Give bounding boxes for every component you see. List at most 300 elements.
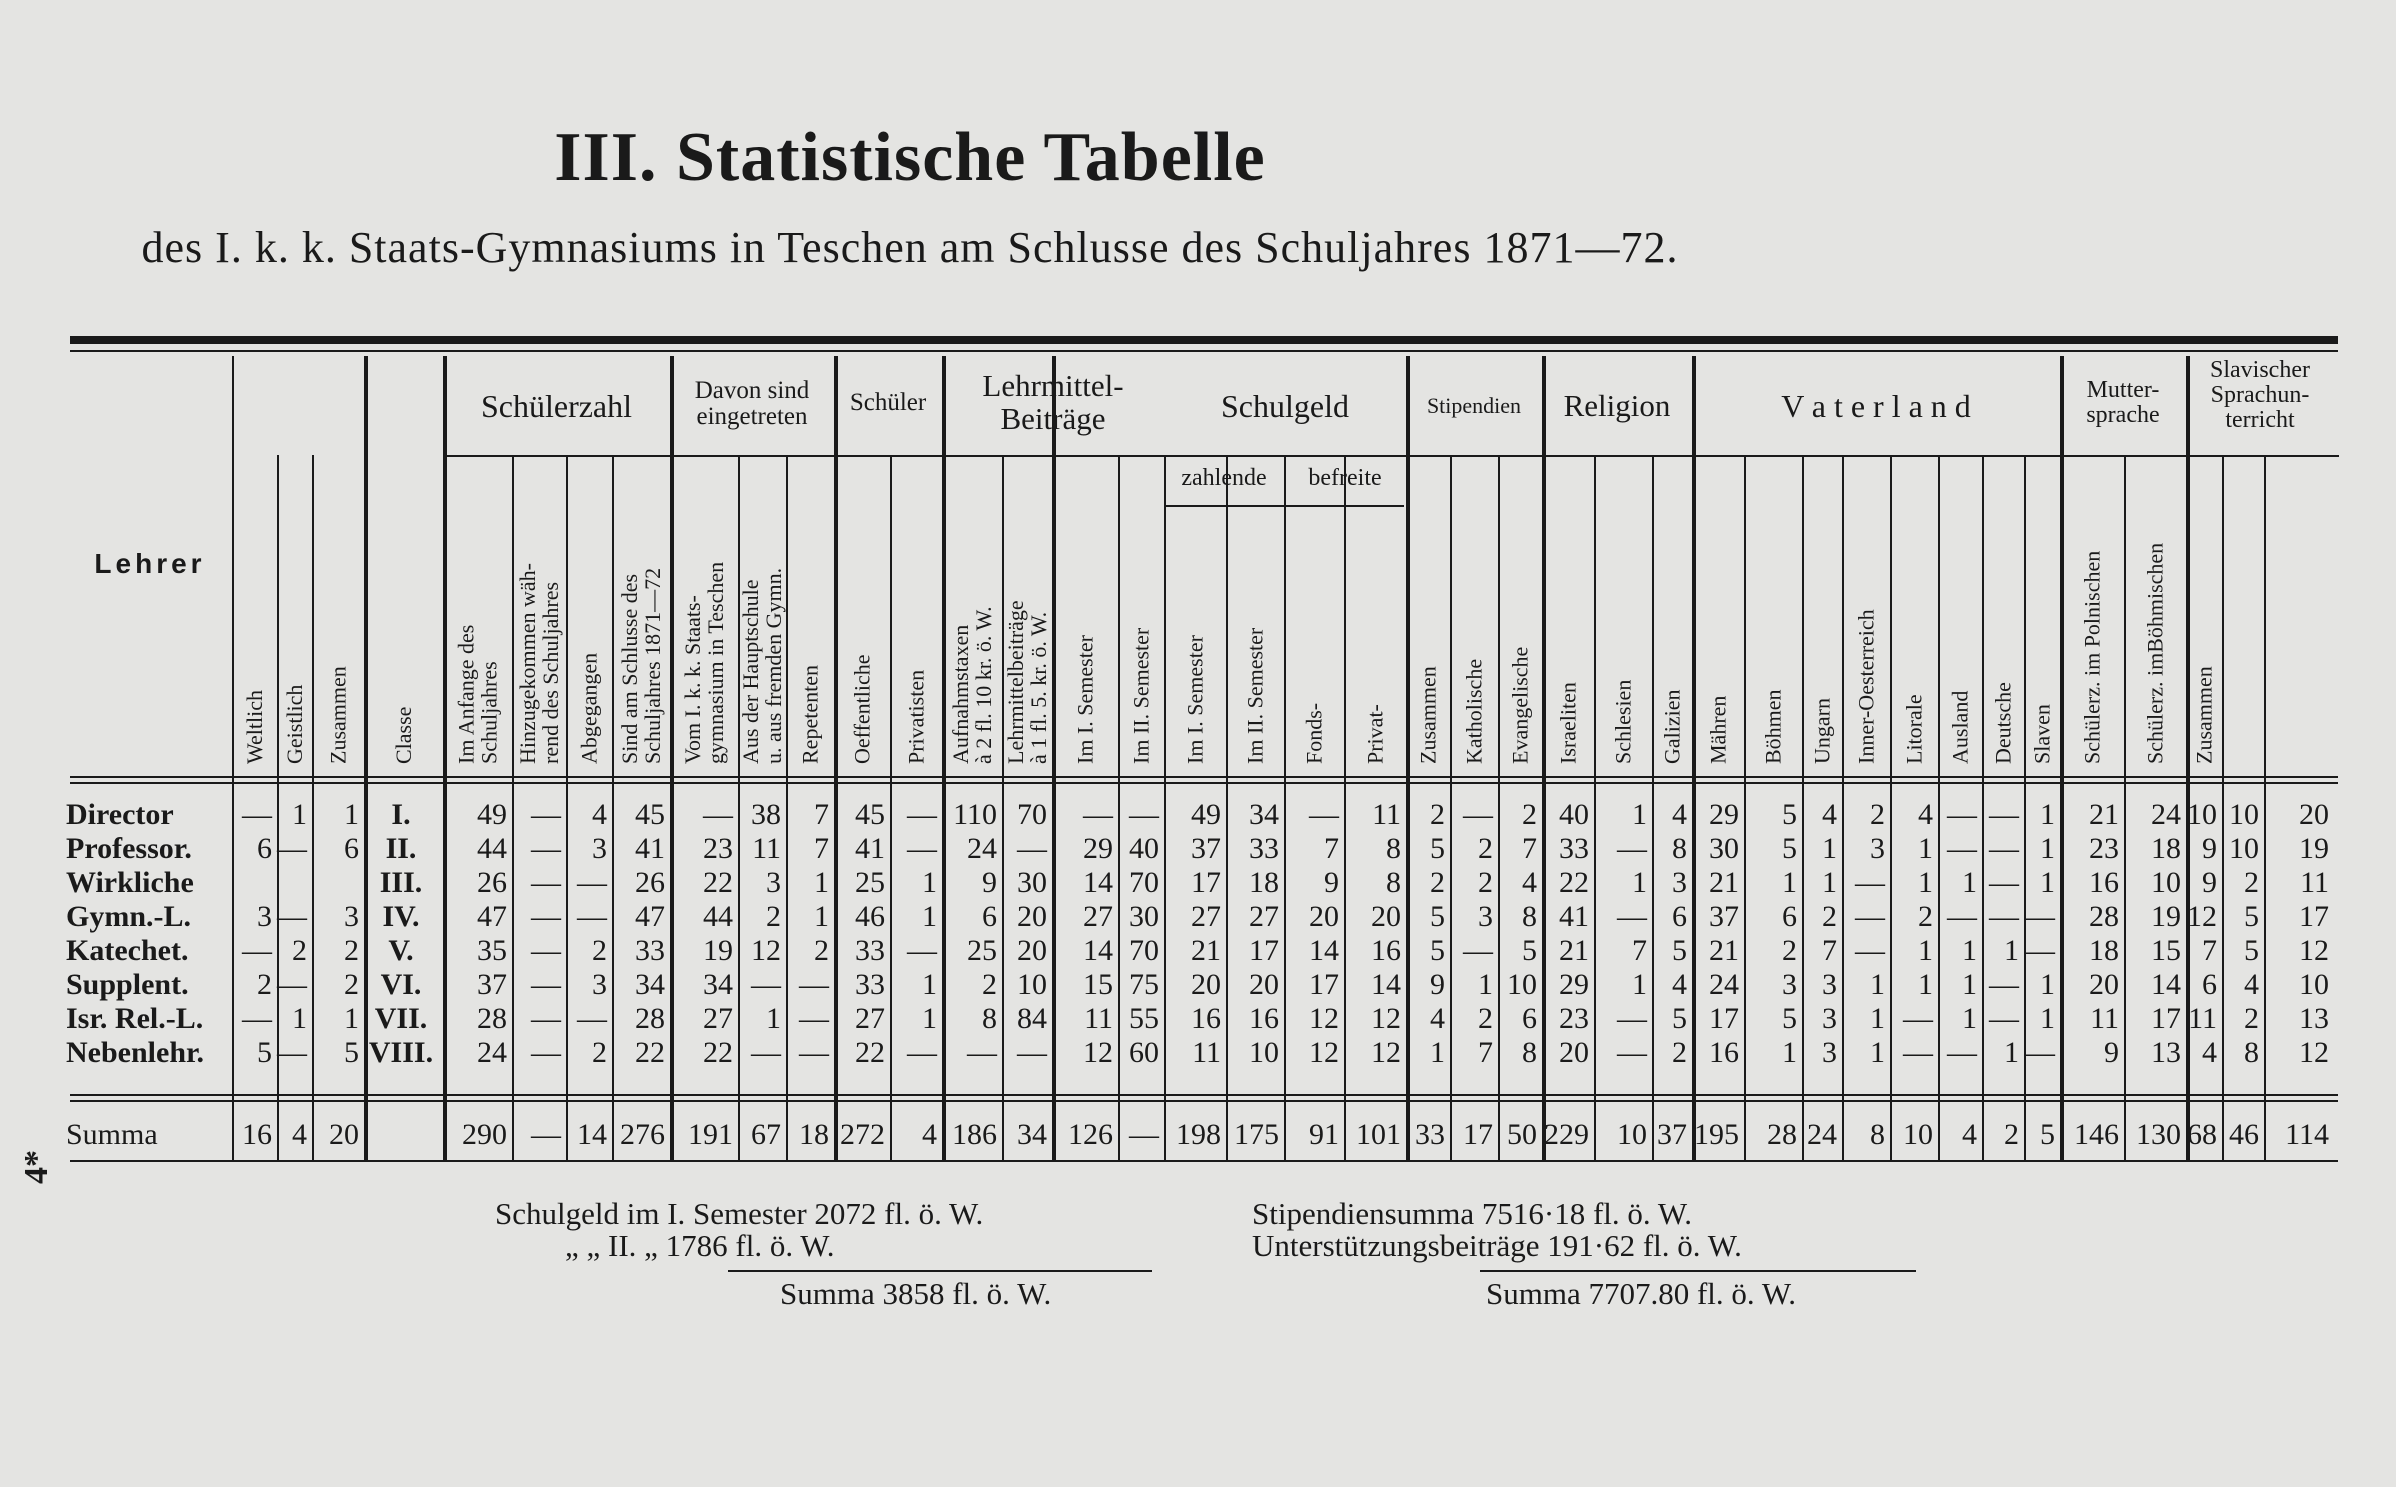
column-header: Israeliten (1555, 682, 1581, 764)
table-cell: 198 (1176, 1118, 1221, 1151)
table-cell: 12 (2299, 934, 2329, 967)
table-cell: — (531, 900, 561, 933)
table-cell: 5 (2040, 1118, 2055, 1151)
table-cell: 34 (1017, 1118, 1047, 1151)
table-cell: 4 (1962, 1118, 1977, 1151)
table-cell: 1 (922, 900, 937, 933)
table-cell: 5 (1782, 798, 1797, 831)
table-cell: 30 (1129, 900, 1159, 933)
table-cell: 46 (2229, 1118, 2259, 1151)
table-cell: — (277, 832, 307, 865)
table-cell: 5 (1782, 832, 1797, 865)
table-cell: 70 (1129, 934, 1159, 967)
table-cell: — (799, 1002, 829, 1035)
table-cell: 276 (620, 1118, 665, 1151)
table-cell: 1 (1962, 866, 1977, 899)
table-cell: 4 (1672, 798, 1687, 831)
table-cell: 46 (855, 900, 885, 933)
table-cell: 1 (2040, 866, 2055, 899)
table-cell: — (242, 798, 272, 831)
table-row-label: Katechet. (66, 934, 189, 967)
table-cell: 24 (477, 1036, 507, 1069)
column-header: Evangelische (1507, 646, 1533, 764)
table-cell: 14 (1083, 934, 1113, 967)
table-cell: 33 (855, 934, 885, 967)
table-cell: 27 (1191, 900, 1221, 933)
table-cell: 20 (1017, 934, 1047, 967)
table-cell: 3 (1478, 900, 1493, 933)
table-cell: 3 (344, 900, 359, 933)
table-cell: 16 (2089, 866, 2119, 899)
table-cell: 11 (1372, 798, 1401, 831)
table-cell: 2 (592, 1036, 607, 1069)
table-cell: — (1083, 798, 1113, 831)
table-cell: 5 (1430, 832, 1445, 865)
table-cell: 23 (2089, 832, 2119, 865)
table-cell: 17 (2299, 900, 2329, 933)
table-cell: 33 (1559, 832, 1589, 865)
table-cell: 13 (2151, 1036, 2181, 1069)
table-cell: 9 (982, 866, 997, 899)
column-header: Schlesien (1610, 679, 1636, 764)
table-cell: 1 (1870, 1002, 1885, 1035)
table-cell: — (1989, 866, 2019, 899)
table-cell: 5 (2244, 900, 2259, 933)
column-header: Deutsche (1990, 682, 2016, 764)
table-cell: 17 (1309, 968, 1339, 1001)
group-muttersprache: Mutter- sprache (2086, 377, 2160, 429)
table-cell: 229 (1544, 1118, 1589, 1151)
table-cell: — (1855, 934, 1885, 967)
table-cell: 1 (2004, 1036, 2019, 1069)
table-cell: — (531, 866, 561, 899)
column-header: Inner-Oesterreich (1853, 609, 1879, 764)
table-cell: — (1463, 934, 1493, 967)
table-cell: 10 (2229, 798, 2259, 831)
table-cell: 12 (2187, 900, 2217, 933)
column-header: Hinzugekommen wäh- rend des Schuljahres (514, 563, 563, 764)
table-cell: 2 (292, 934, 307, 967)
table-row-label: Gymn.-L. (66, 900, 192, 933)
subgroup-befreite: befreite (1308, 465, 1382, 491)
table-cell: — (2025, 900, 2055, 933)
table-cell: 8 (1386, 832, 1401, 865)
table-cell: 10 (1617, 1118, 1647, 1151)
table-cell: 1 (1478, 968, 1493, 1001)
column-header: Zusammen (325, 666, 351, 764)
table-cell: — (577, 866, 607, 899)
table-cell: 11 (2300, 866, 2329, 899)
table-cell: 21 (1709, 934, 1739, 967)
table-cell: 1 (766, 1002, 781, 1035)
table-cell: 50 (1507, 1118, 1537, 1151)
table-cell: — (277, 1036, 307, 1069)
table-cell: 1 (1782, 1036, 1797, 1069)
table-cell: 110 (953, 798, 997, 831)
table-cell: — (1989, 832, 2019, 865)
table-cell: — (967, 1036, 997, 1069)
table-cell: 28 (2089, 900, 2119, 933)
table-cell: 28 (1767, 1118, 1797, 1151)
table-cell: 12 (1371, 1002, 1401, 1035)
table-cell: 4 (1822, 798, 1837, 831)
table-cell: 14 (1371, 968, 1401, 1001)
footer-schulgeld-summa: Summa 3858 fl. ö. W. (780, 1276, 1052, 1311)
table-cell: — (1855, 900, 1885, 933)
table-cell: 1 (1870, 968, 1885, 1001)
table-cell: 20 (1017, 900, 1047, 933)
table-cell: — (531, 1036, 561, 1069)
table-cell: 91 (1309, 1118, 1339, 1151)
table-cell: 24 (2151, 798, 2181, 831)
table-cell: 14 (1083, 866, 1113, 899)
group-religion: Religion (1563, 388, 1671, 423)
table-cell: — (1989, 1002, 2019, 1035)
table-cell: 17 (2151, 1002, 2181, 1035)
table-cell: 5 (1522, 934, 1537, 967)
table-cell: — (2025, 1036, 2055, 1069)
table-cell: 186 (952, 1118, 997, 1151)
table-cell: 3 (1822, 1036, 1837, 1069)
column-header: Vom I. k. k. Staats- gymnasium in Teschen (679, 561, 728, 764)
table-cell: 70 (1129, 866, 1159, 899)
table-cell: 9 (2202, 832, 2217, 865)
table-cell: 126 (1068, 1118, 1113, 1151)
table-cell: 35 (477, 934, 507, 967)
table-cell: — (907, 934, 937, 967)
table-cell: 10 (1903, 1118, 1933, 1151)
table-cell: — (1947, 832, 1977, 865)
table-cell: — (1947, 1036, 1977, 1069)
table-cell: 37 (1657, 1118, 1687, 1151)
column-header: Aufnahmstaxen à 2 fl. 10 kr. ö. W. (947, 606, 996, 764)
table-cell: — (907, 1036, 937, 1069)
column-header: Mähren (1705, 695, 1731, 764)
table-cell: 9 (1430, 968, 1445, 1001)
table-cell: 2 (2004, 1118, 2019, 1151)
table-cell: — (799, 1036, 829, 1069)
column-header: Fonds- (1301, 702, 1327, 764)
table-cell: 29 (1559, 968, 1589, 1001)
table-cell: 20 (1191, 968, 1221, 1001)
table-cell: 18 (2151, 832, 2181, 865)
table-cell: — (907, 798, 937, 831)
table-cell: 60 (1129, 1036, 1159, 1069)
table-cell: 7 (1822, 934, 1837, 967)
table-cell: — (277, 968, 307, 1001)
table-cell: 11 (2188, 1002, 2217, 1035)
table-cell: — (1989, 798, 2019, 831)
table-cell: 3 (1672, 866, 1687, 899)
group-slavischer-sprachunterricht: Slavischer Sprachun- terricht (2210, 357, 2310, 434)
table-cell: 34 (1249, 798, 1279, 831)
table-cell: 1 (1632, 866, 1647, 899)
table-cell: 21 (1709, 866, 1739, 899)
table-cell: 1 (1822, 866, 1837, 899)
table-cell: 1 (922, 866, 937, 899)
table-cell: 45 (855, 798, 885, 831)
table-cell: 4 (592, 798, 607, 831)
table-cell: 14 (1309, 934, 1339, 967)
table-cell: 13 (2299, 1002, 2329, 1035)
table-cell: — (751, 968, 781, 1001)
table-cell: 3 (1782, 968, 1797, 1001)
table-cell: 1 (344, 1002, 359, 1035)
table-cell: 4 (1672, 968, 1687, 1001)
table-cell: 2 (344, 934, 359, 967)
table-cell: 7 (1522, 832, 1537, 865)
table-cell: 33 (635, 934, 665, 967)
table-cell: 49 (477, 798, 507, 831)
table-cell: 37 (1191, 832, 1221, 865)
table-cell: 3 (1870, 832, 1885, 865)
column-header: Katholische (1461, 658, 1487, 764)
table-cell: 1 (1632, 798, 1647, 831)
table-row-label: Director (66, 798, 174, 831)
summa-row-label: Summa (66, 1118, 158, 1151)
table-cell: 1 (814, 900, 829, 933)
table-cell: 12 (2299, 1036, 2329, 1069)
table-cell: 2 (1918, 900, 1933, 933)
table-cell: — (1017, 832, 1047, 865)
table-cell: 18 (799, 1118, 829, 1151)
table-cell: — (2025, 934, 2055, 967)
table-cell: 1 (344, 798, 359, 831)
table-cell: — (1617, 832, 1647, 865)
table-cell: — (703, 798, 733, 831)
table-cell: 26 (477, 866, 507, 899)
page-title: III. Statistische Tabelle (554, 119, 1266, 196)
table-cell: I. (391, 798, 411, 831)
table-cell: 14 (2151, 968, 2181, 1001)
column-header: Aus der Hauptschule u. aus fremden Gymn. (737, 567, 786, 764)
table-cell: — (1947, 900, 1977, 933)
table-cell: 28 (635, 1002, 665, 1035)
table-cell: 2 (1672, 1036, 1687, 1069)
table-cell: 2 (1430, 798, 1445, 831)
table-cell: 2 (814, 934, 829, 967)
table-cell: 8 (1522, 1036, 1537, 1069)
table-cell: VIII. (368, 1036, 434, 1069)
table-cell: — (242, 1002, 272, 1035)
table-cell: 5 (1430, 934, 1445, 967)
table-cell: 5 (2244, 934, 2259, 967)
table-cell: 6 (982, 900, 997, 933)
column-header: Im I. Semester (1182, 635, 1208, 764)
table-cell: 34 (703, 968, 733, 1001)
table-cell: — (1989, 968, 2019, 1001)
table-cell: 101 (1356, 1118, 1401, 1151)
column-header: Slaven (2029, 704, 2055, 764)
table-cell: — (577, 1002, 607, 1035)
table-cell: 3 (1822, 1002, 1837, 1035)
table-cell: — (1617, 1036, 1647, 1069)
table-cell: 23 (703, 832, 733, 865)
table-cell: 1 (1430, 1036, 1445, 1069)
table-cell: 17 (1463, 1118, 1493, 1151)
column-header: Weltlich (241, 690, 267, 764)
column-header: Schülerz. imBöhmischen (2142, 542, 2168, 764)
table-row-label: Professor. (66, 832, 192, 865)
summa-top-rule (70, 1094, 2338, 1096)
table-cell: 6 (257, 832, 272, 865)
table-cell: 290 (462, 1118, 507, 1151)
table-cell: 3 (592, 832, 607, 865)
table-cell: 49 (1191, 798, 1221, 831)
header-bottom-rule (70, 776, 2338, 778)
table-cell: 2 (2244, 866, 2259, 899)
column-header: Geistlich (281, 684, 307, 764)
footer-stipendien: Stipendiensumma 7516·18 fl. ö. W. (1252, 1196, 1693, 1231)
table-cell: — (531, 1002, 561, 1035)
table-cell: 20 (1309, 900, 1339, 933)
table-cell: 1 (1918, 832, 1933, 865)
table-cell: 195 (1694, 1118, 1739, 1151)
table-cell: 67 (751, 1118, 781, 1151)
table-cell: 41 (635, 832, 665, 865)
table-cell: 45 (635, 798, 665, 831)
table-cell: — (1903, 1036, 1933, 1069)
group-davon-eingetreten: Davon sind eingetreten (694, 377, 810, 431)
table-cell: 10 (2299, 968, 2329, 1001)
table-cell: 84 (1017, 1002, 1047, 1035)
table-cell: 1 (922, 968, 937, 1001)
table-cell: 4 (1430, 1002, 1445, 1035)
table-cell: 47 (635, 900, 665, 933)
table-cell: 6 (1782, 900, 1797, 933)
column-header: Litorale (1901, 694, 1927, 764)
column-header: Im II. Semester (1128, 627, 1154, 764)
summa-top-rule-2 (70, 1100, 2338, 1102)
column-header: Schülerz. im Polnischen (2079, 550, 2105, 764)
table-cell: 11 (752, 832, 781, 865)
table-cell: 1 (2040, 832, 2055, 865)
table-cell: 4 (1522, 866, 1537, 899)
table-cell: 3 (766, 866, 781, 899)
table-cell: 1 (1822, 832, 1837, 865)
table-cell: 19 (2151, 900, 2181, 933)
column-header: Ungarn (1809, 698, 1835, 764)
table-cell: 1 (2040, 798, 2055, 831)
table-cell: 16 (242, 1118, 272, 1151)
table-cell: — (1017, 1036, 1047, 1069)
table-cell: 1 (292, 1002, 307, 1035)
table-cell: 1 (2040, 968, 2055, 1001)
table-cell: 24 (1807, 1118, 1837, 1151)
table-cell: 18 (1249, 866, 1279, 899)
table-cell: 8 (982, 1002, 997, 1035)
table-cell: 8 (1522, 900, 1537, 933)
column-header: Oeffentliche (849, 654, 875, 764)
table-cell: 10 (1507, 968, 1537, 1001)
table-cell: 24 (1709, 968, 1739, 1001)
group-header-underline (443, 455, 2339, 457)
table-cell: 21 (1191, 934, 1221, 967)
table-cell: 12 (1309, 1036, 1339, 1069)
table-cell: 25 (855, 866, 885, 899)
table-cell: 12 (751, 934, 781, 967)
table-cell: 15 (2151, 934, 2181, 967)
column-header: Sind am Schlusse des Schuljahres 1871—72 (616, 567, 665, 764)
header-bottom-rule-2 (70, 782, 2338, 784)
table-cell: 33 (1415, 1118, 1445, 1151)
table-cell: 9 (1324, 866, 1339, 899)
table-cell: 6 (1672, 900, 1687, 933)
table-cell: 6 (344, 832, 359, 865)
table-cell: 1 (1962, 1002, 1977, 1035)
table-cell: 1 (1870, 1036, 1885, 1069)
table-cell: 18 (2089, 934, 2119, 967)
page-side-mark: 4* (18, 1150, 55, 1184)
table-cell: 19 (703, 934, 733, 967)
table-cell: 6 (2202, 968, 2217, 1001)
table-cell: 22 (703, 1036, 733, 1069)
table-cell: 7 (814, 832, 829, 865)
table-bottom-rule (70, 1160, 2338, 1162)
table-cell: — (1309, 798, 1339, 831)
table-cell: 26 (635, 866, 665, 899)
table-cell: 2 (1478, 866, 1493, 899)
table-cell: 9 (2202, 866, 2217, 899)
table-cell: 8 (2244, 1036, 2259, 1069)
table-cell: 5 (344, 1036, 359, 1069)
table-cell: 1 (1782, 866, 1797, 899)
table-cell: 12 (1309, 1002, 1339, 1035)
table-cell: 38 (751, 798, 781, 831)
footer-right-sum-rule (1480, 1270, 1916, 1272)
column-header: Zusammen (1415, 666, 1441, 764)
table-cell: 68 (2187, 1118, 2217, 1151)
table-cell: 22 (703, 866, 733, 899)
table-cell: 2 (344, 968, 359, 1001)
table-cell: — (531, 1118, 561, 1151)
table-cell: 27 (1249, 900, 1279, 933)
table-cell: — (1617, 1002, 1647, 1035)
table-cell: — (1129, 1118, 1159, 1151)
table-cell: — (1463, 798, 1493, 831)
column-header: Im I. Semester (1072, 635, 1098, 764)
table-cell: 4 (1918, 798, 1933, 831)
table-cell: 5 (1672, 934, 1687, 967)
table-cell: 3 (592, 968, 607, 1001)
group-schulgeld: Schulgeld (1221, 388, 1349, 424)
table-top-rule-thin (70, 350, 2338, 352)
table-cell: 37 (477, 968, 507, 1001)
table-cell: 22 (1559, 866, 1589, 899)
group-stipendien: Stipendien (1426, 393, 1522, 418)
table-cell: 3 (1822, 968, 1837, 1001)
table-cell: 17 (1249, 934, 1279, 967)
table-cell: 22 (855, 1036, 885, 1069)
table-cell: 27 (703, 1002, 733, 1035)
table-cell: 175 (1234, 1118, 1279, 1151)
table-cell: 21 (1559, 934, 1589, 967)
table-cell: 29 (1083, 832, 1113, 865)
table-cell: 34 (635, 968, 665, 1001)
table-row-label: Supplent. (66, 968, 189, 1001)
table-cell: 191 (688, 1118, 733, 1151)
table-cell: 20 (1249, 968, 1279, 1001)
page-subtitle: des I. k. k. Staats-Gymnasiums in Teschen am Schlusse des Schuljahres 1871—72. (141, 223, 1679, 272)
table-cell: 41 (855, 832, 885, 865)
table-cell: 2 (982, 968, 997, 1001)
schulgeld-subgroup-underline (1164, 505, 1404, 507)
table-cell: — (577, 900, 607, 933)
table-cell: — (277, 900, 307, 933)
column-header: Repetenten (797, 665, 823, 764)
column-header: Classe (390, 706, 416, 764)
table-cell: 40 (1129, 832, 1159, 865)
